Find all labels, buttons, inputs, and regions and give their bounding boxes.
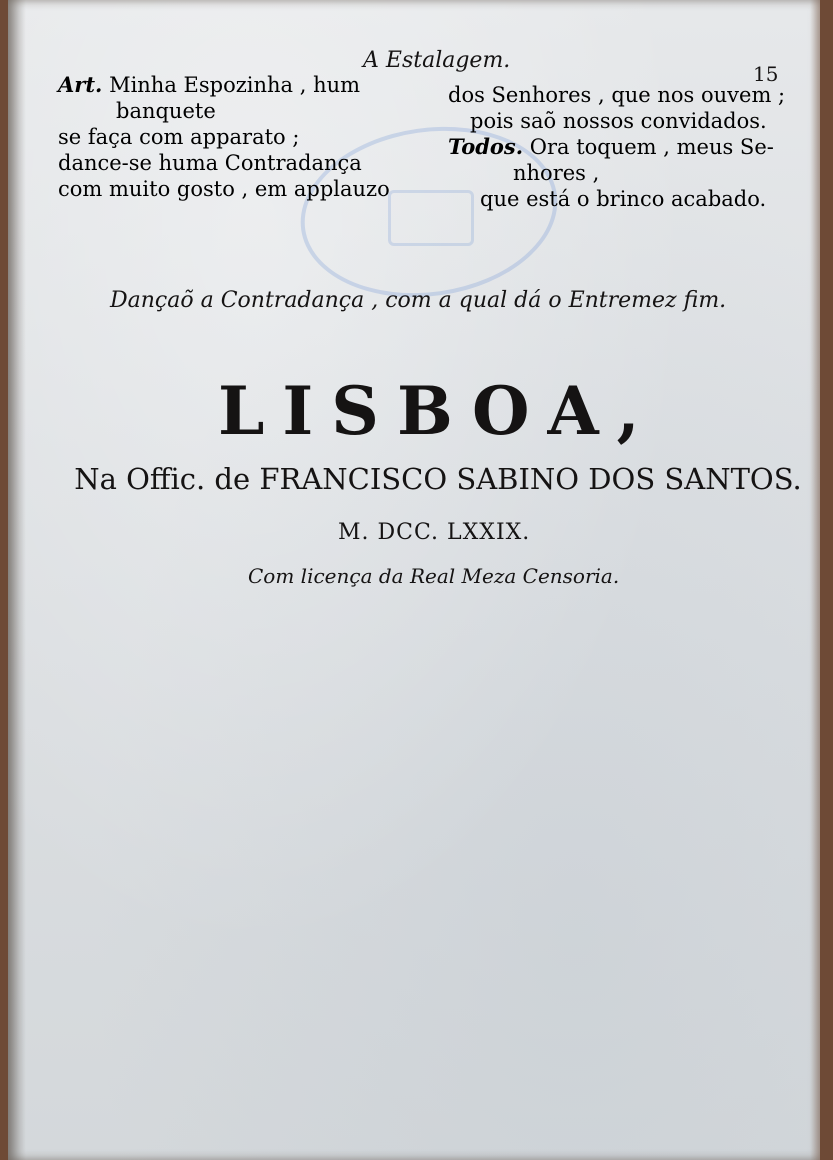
dialogue-line	[58, 72, 438, 98]
dialogue-text: nhores ,	[513, 161, 600, 185]
dialogue-line	[58, 98, 438, 124]
dialogue-line	[448, 160, 818, 186]
dialogue-line	[448, 108, 818, 134]
dialogue-line	[448, 186, 818, 212]
dialogue-line	[58, 124, 438, 150]
dialogue-text: dos Senhores , que nos ouvem ;	[448, 83, 786, 107]
dialogue-text: que está o brinco acabado.	[480, 187, 767, 211]
spine-shadow	[8, 0, 26, 1160]
dialogue-text: banquete	[116, 99, 216, 123]
book-page	[8, 0, 820, 1160]
imprint-year: M. DCC. LXXIX.	[338, 520, 531, 545]
dialogue-text: dance-se huma Contradança	[58, 151, 362, 175]
running-title: A Estalagem.	[363, 48, 511, 73]
dialogue-text: pois saõ nossos convidados.	[470, 109, 767, 133]
dialogue-text: Ora toquem , meus Se-	[529, 135, 774, 159]
imprint-license: Com licença da Real Meza Censoria.	[248, 564, 620, 588]
dialogue-text: se faça com apparato ;	[58, 125, 300, 149]
stage-direction: Dançaõ a Contradança , com a qual dá o Entremez fim.	[110, 288, 727, 313]
dialogue-line	[448, 82, 818, 108]
dialogue-text: com muito gosto , em applauzo	[58, 177, 390, 201]
speaker-name: Art.	[58, 72, 103, 97]
page-number: 15	[753, 62, 779, 86]
dialogue-right-column	[448, 82, 818, 212]
dialogue-line	[448, 134, 818, 160]
dialogue-left-column	[58, 72, 438, 202]
dialogue-line	[58, 176, 438, 202]
dialogue-text: Minha Espozinha , hum	[109, 73, 361, 97]
imprint-printer: Na Offic. de FRANCISCO SABINO DOS SANTOS.	[74, 462, 802, 496]
dialogue-line	[58, 150, 438, 176]
speaker-name: Todos.	[448, 134, 524, 159]
imprint-city: LISBOA,	[218, 372, 658, 450]
